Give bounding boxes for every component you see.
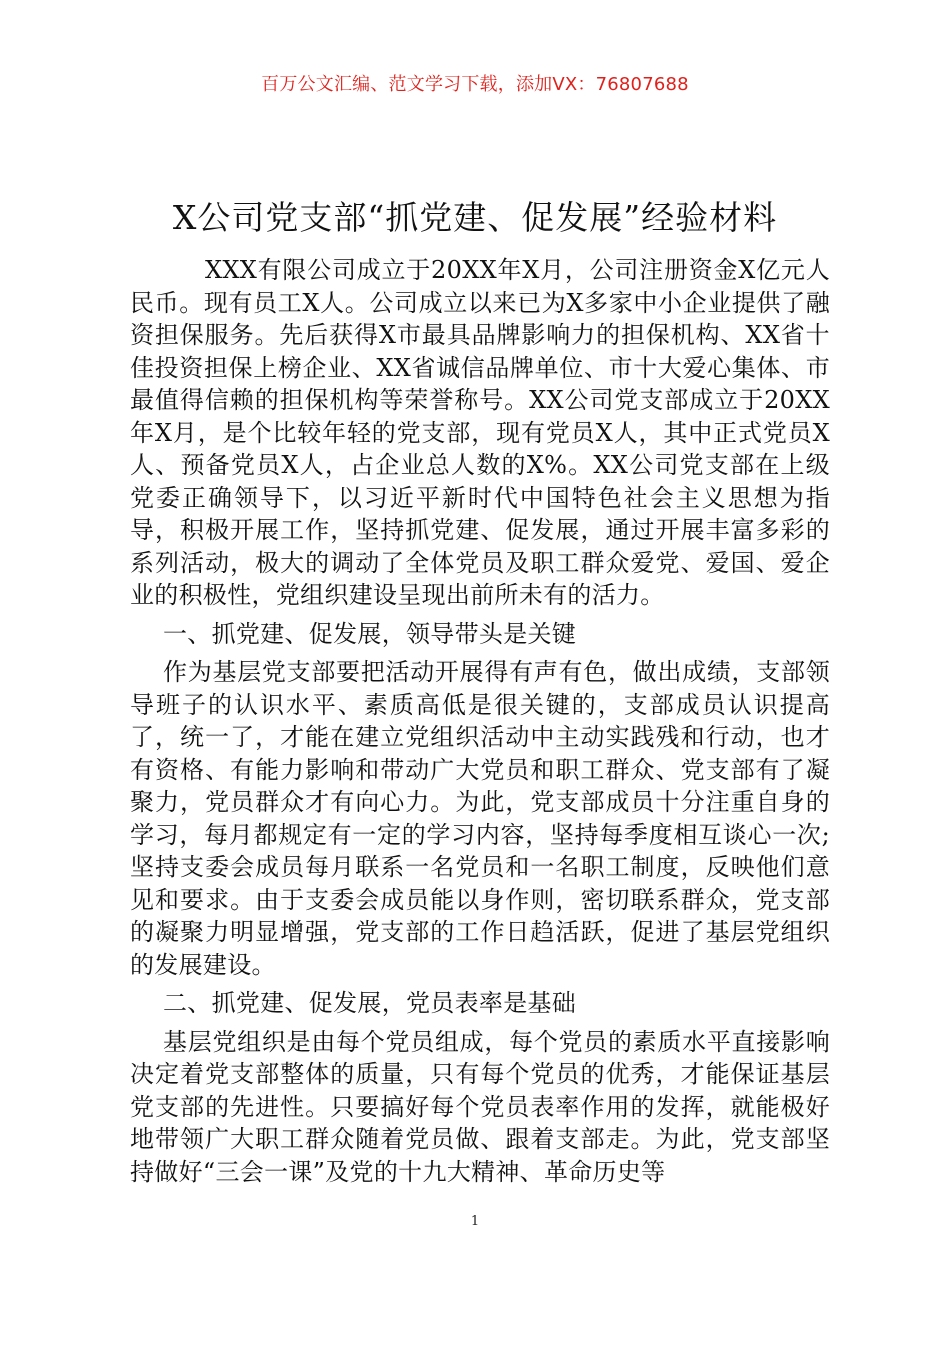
section-heading-1: 一、抓党建、促发展，领导带头是关键 xyxy=(163,619,577,648)
section-heading-2: 二、抓党建、促发展，党员表率是基础 xyxy=(163,989,577,1017)
watermark-header: 百万公文汇编、范文学习下载，添加VX：76807688 xyxy=(261,74,689,95)
document-title: X公司党支部“抓党建、促发展”经验材料 xyxy=(172,198,778,238)
paragraph-section-1: 作为基层党支部要把活动开展得有声有色，做出成绩，支部领导班子的认识水平、素质高低是很关键的，支部成员认识提高了，统一了，才能在建立党组织活动中主动实践残和行动，也才有资格、有能力影响和带动广大党员和职工群众、党支部有了凝聚力，党员群众才有向心力。为此，党支部成员十分注重自身的学习，每月都规定有一定的学习内容，坚持每季度相互谈心一次;坚持支委会成员每月联系一名党员和一名职工制度，反映他们意见和要求。由于支委会成员能以身作则，密切联系群众，党支部的凝聚力明显增强，党支部的工作日趋活跃，促进了基层党组织的发展建设。 xyxy=(130,658,830,979)
page-number: 1 xyxy=(470,1214,480,1229)
paragraph-section-2: 基层党组织是由每个党员组成，每个党员的素质水平直接影响决定着党支部整体的质量，只有每个党员的优秀，才能保证基层党支部的先进性。只要搞好每个党员表率作用的发挥，就能极好地带领广大职工群众随着党员做、跟着支部走。为此，党支部坚持做好“三会一课”及党的十九大精神、革命历史等 xyxy=(130,1027,830,1186)
paragraph-intro: XXX有限公司成立于20XX年X月，公司注册资金X亿元人民币。现有员工X人。公司成立以来已为X多家中小企业提供了融资担保服务。先后获得X市最具品牌影响力的担保机构、XX省十佳投资担保上榜企业、XX省诚信品牌单位、市十大爱心集体、市最值得信赖的担保机构等荣誉称号。XX公司党支部成立于20XX年X月，是个比较年轻的党支部，现有党员X人，其中正式党员X人、预备党员X人，占企业总人数的X%。XX公司党支部在上级党委正确领导下，以习近平新时代中国特色社会主义思想为指导，积极开展工作，坚持抓党建、促发展，通过开展丰富多彩的系列活动，极大的调动了全体党员及职工群众爱党、爱国、爱企业的积极性，党组织建设呈现出前所未有的活力。 xyxy=(130,256,830,609)
document-body xyxy=(130,254,830,1194)
